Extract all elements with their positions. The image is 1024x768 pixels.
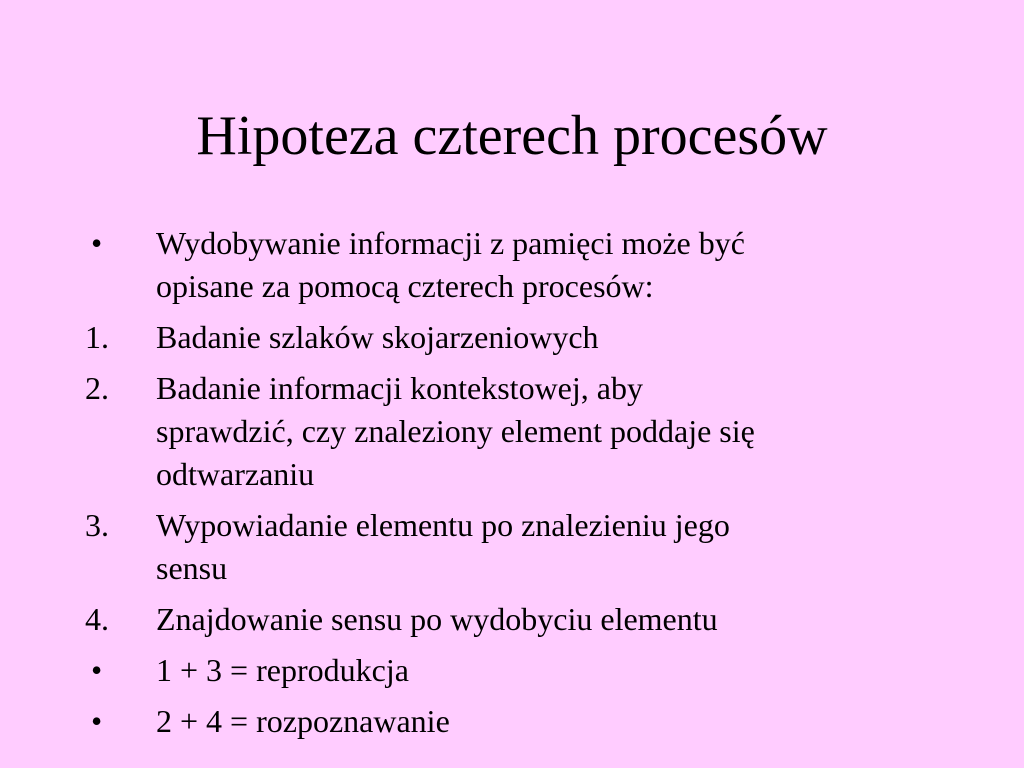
slide-title: Hipoteza czterech procesów: [196, 105, 828, 167]
list-item-text: Badanie informacji kontekstowej, aby sprawdzić, czy znaleziony element poddaje się odtwarzaniu: [156, 370, 755, 492]
content-list: [85, 222, 965, 751]
list-item: [85, 598, 965, 641]
list-item-text: Wypowiadanie elementu po znalezieniu jego sensu: [156, 507, 730, 586]
bullet-marker: •: [91, 652, 103, 688]
number-marker: 4.: [85, 601, 109, 637]
list-item-text: 2 + 4 = rozpoznawanie: [156, 703, 450, 739]
list-item: [85, 222, 965, 308]
list-item: [85, 316, 965, 359]
list-item: [85, 504, 965, 590]
number-marker: 1.: [85, 319, 109, 355]
list-item-text: Badanie szlaków skojarzeniowych: [156, 319, 599, 355]
list-item: [85, 649, 965, 692]
bullet-marker: •: [91, 225, 103, 261]
number-marker: 3.: [85, 507, 109, 543]
list-item-text: Wydobywanie informacji z pamięci może być opisane za pomocą czterech procesów:: [156, 225, 745, 304]
bullet-marker: •: [91, 703, 103, 739]
number-marker: 2.: [85, 370, 109, 406]
list-item-text: Znajdowanie sensu po wydobyciu elementu: [156, 601, 718, 637]
list-item: [85, 367, 965, 496]
list-item-text: 1 + 3 = reprodukcja: [156, 652, 409, 688]
list-item: [85, 700, 965, 743]
